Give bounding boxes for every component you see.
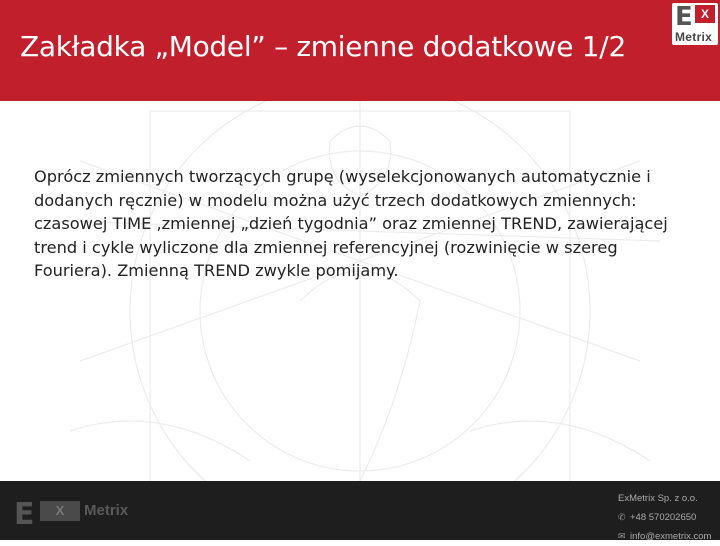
slide-title: Zakładka „Model” – zmienne dodatkowe 1/2 [20, 30, 626, 63]
phone-icon: ✆ [618, 512, 626, 522]
slide-footer [0, 481, 720, 540]
logo-word: Metrix [675, 30, 713, 44]
footer-logo [14, 497, 134, 532]
footer-contact [618, 489, 718, 546]
footer-phone-row [618, 508, 718, 527]
footer-logo-superscript: X [40, 501, 80, 521]
footer-phone: +48 570202650 [630, 512, 697, 523]
footer-email: info@exmetrix.com [630, 531, 712, 542]
footer-email-row [618, 527, 718, 546]
footer-logo-letter: E [14, 497, 35, 532]
footer-company: ExMetrix Sp. z o.o. [618, 493, 698, 504]
exmetrix-logo [672, 3, 718, 45]
slide-content [0, 101, 720, 481]
envelope-icon: ✉ [618, 531, 626, 541]
vitruvian-sketch-background [0, 101, 720, 481]
footer-logo-word: Metrix [84, 502, 129, 519]
slide-header [0, 0, 720, 101]
logo-superscript: X [695, 5, 715, 23]
logo-letter: E [675, 2, 693, 32]
slide-body-text: Oprócz zmiennych tworzących grupę (wyselekcjonowanych automatycznie i dodanych ręcznie) w modelu można użyć trzech dodatkowych zmiennych: czasowej TIME ,zmiennej „dzień tygodnia” oraz zmiennej TREND, zawierającej trend i cykle wyliczone dla zmiennej referencyjnej (rozwinięcie w szereg Fouriera). Zmienną TREND zwykle pomijamy. [34, 167, 668, 281]
